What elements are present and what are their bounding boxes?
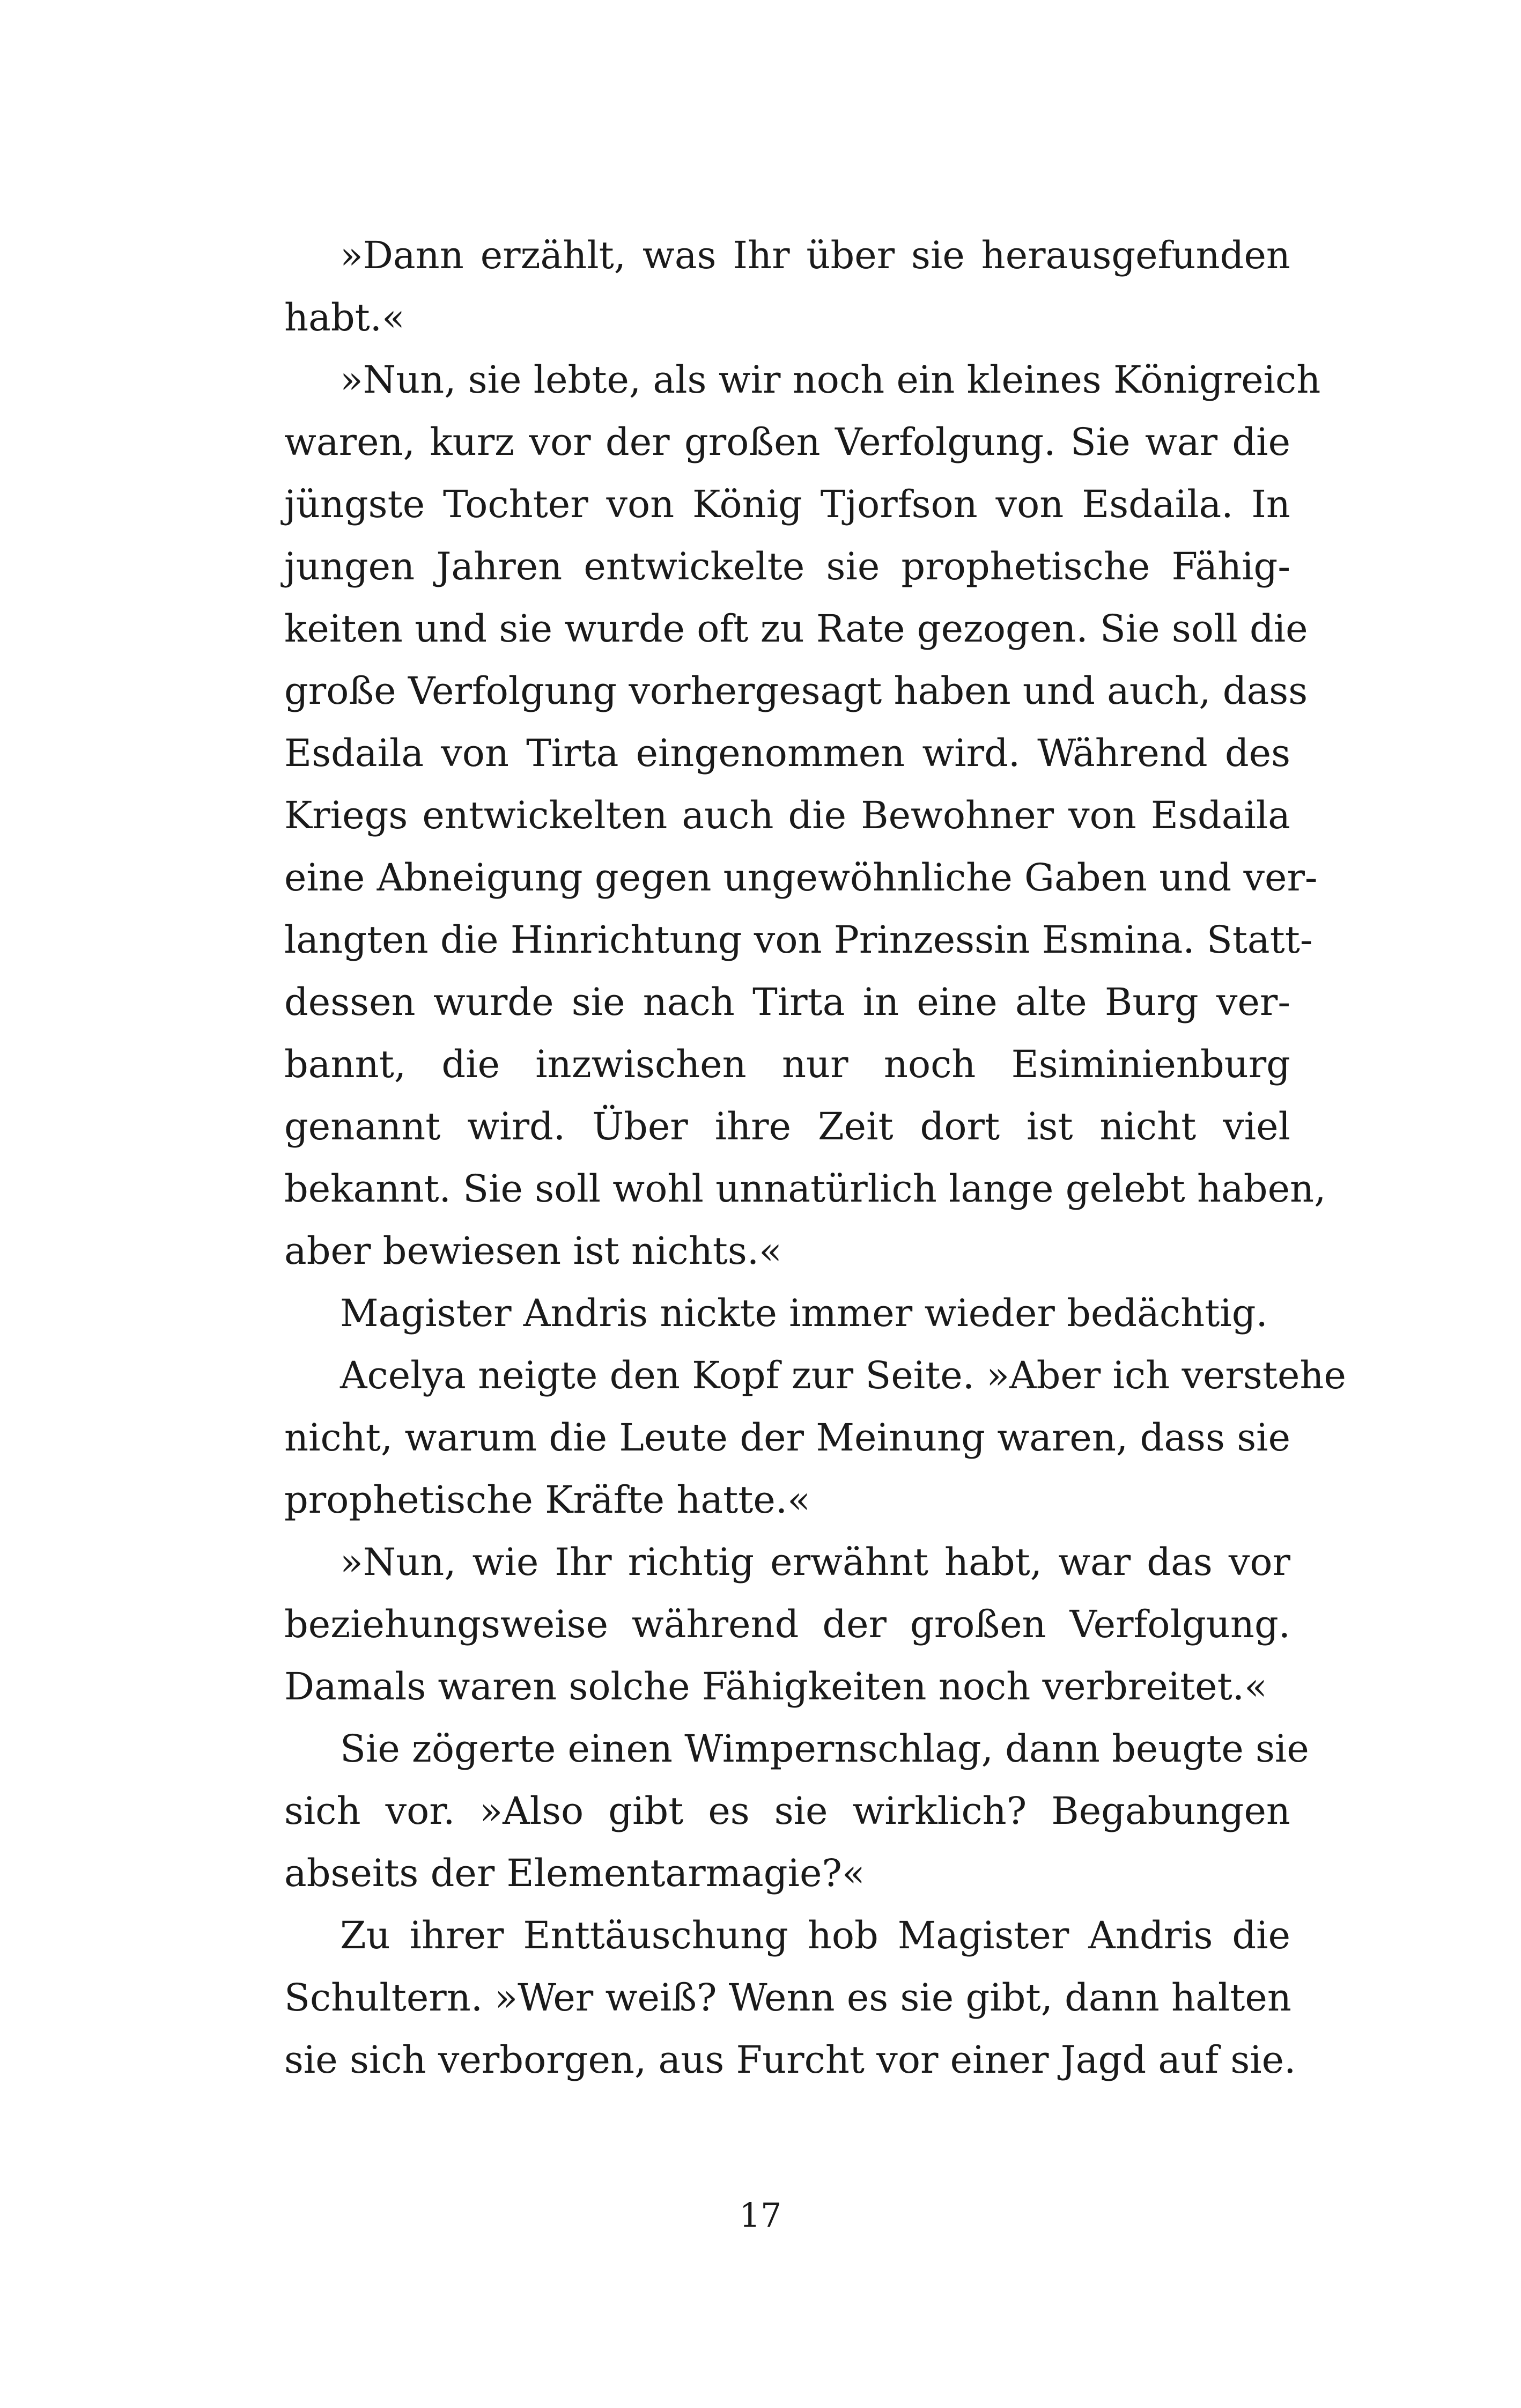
text-line: beziehungsweise während der großen Verfolgung. <box>284 1602 1290 1646</box>
text-line: jungen Jahren entwickelte sie prophetische Fähig- <box>284 544 1290 588</box>
text-line: aber bewiesen ist nichts.« <box>284 1229 782 1273</box>
text-line: Magister Andris nickte immer wieder bedächtig. <box>340 1291 1268 1335</box>
text-line: abseits der Elementarmagie?« <box>284 1851 865 1895</box>
text-line: große Verfolgung vorhergesagt haben und auch, dass <box>284 669 1308 713</box>
text-line: eine Abneigung gegen ungewöhnliche Gaben und ver- <box>284 856 1318 900</box>
text-line: Sie zögerte einen Wimpernschlag, dann beugte sie <box>340 1727 1309 1771</box>
page-number: 17 <box>739 2196 782 2235</box>
text-line: genannt wird. Über ihre Zeit dort ist nicht viel <box>284 1104 1290 1148</box>
body-text <box>284 224 1346 2091</box>
text-line: Kriegs entwickelten auch die Bewohner von Esdaila <box>284 793 1290 837</box>
text-line: bekannt. Sie soll wohl unnatürlich lange gelebt haben, <box>284 1167 1326 1211</box>
text-line: »Nun, sie lebte, als wir noch ein kleines Königreich <box>340 358 1321 402</box>
text-line: nicht, warum die Leute der Meinung waren, dass sie <box>284 1416 1290 1460</box>
text-line: »Dann erzählt, was Ihr über sie herausgefunden <box>340 233 1290 277</box>
text-line: Acelya neigte den Kopf zur Seite. »Aber ich verstehe <box>340 1353 1346 1397</box>
text-line: bannt, die inzwischen nur noch Esiminienburg <box>284 1042 1290 1086</box>
text-line: sie sich verborgen, aus Furcht vor einer Jagd auf sie. <box>284 2038 1296 2082</box>
text-line: Zu ihrer Enttäuschung hob Magister Andris die <box>340 1913 1290 1957</box>
text-line: jüngste Tochter von König Tjorfson von Esdaila. In <box>284 482 1290 526</box>
text-line: Esdaila von Tirta eingenommen wird. Während des <box>284 731 1290 775</box>
text-line: langten die Hinrichtung von Prinzessin Esmina. Statt- <box>284 918 1313 962</box>
text-line: »Nun, wie Ihr richtig erwähnt habt, war das vor <box>340 1540 1290 1584</box>
text-line: Schultern. »Wer weiß? Wenn es sie gibt, dann halten <box>284 1976 1291 2020</box>
text-line: keiten und sie wurde oft zu Rate gezogen. Sie soll die <box>284 607 1308 651</box>
text-line: dessen wurde sie nach Tirta in eine alte Burg ver- <box>284 980 1290 1024</box>
text-line: sich vor. »Also gibt es sie wirklich? Begabungen <box>284 1789 1290 1833</box>
text-line: habt.« <box>284 296 405 340</box>
text-line: waren, kurz vor der großen Verfolgung. Sie war die <box>284 420 1290 464</box>
text-line: prophetische Kräfte hatte.« <box>284 1478 810 1522</box>
text-line: Damals waren solche Fähigkeiten noch verbreitet.« <box>284 1665 1267 1709</box>
